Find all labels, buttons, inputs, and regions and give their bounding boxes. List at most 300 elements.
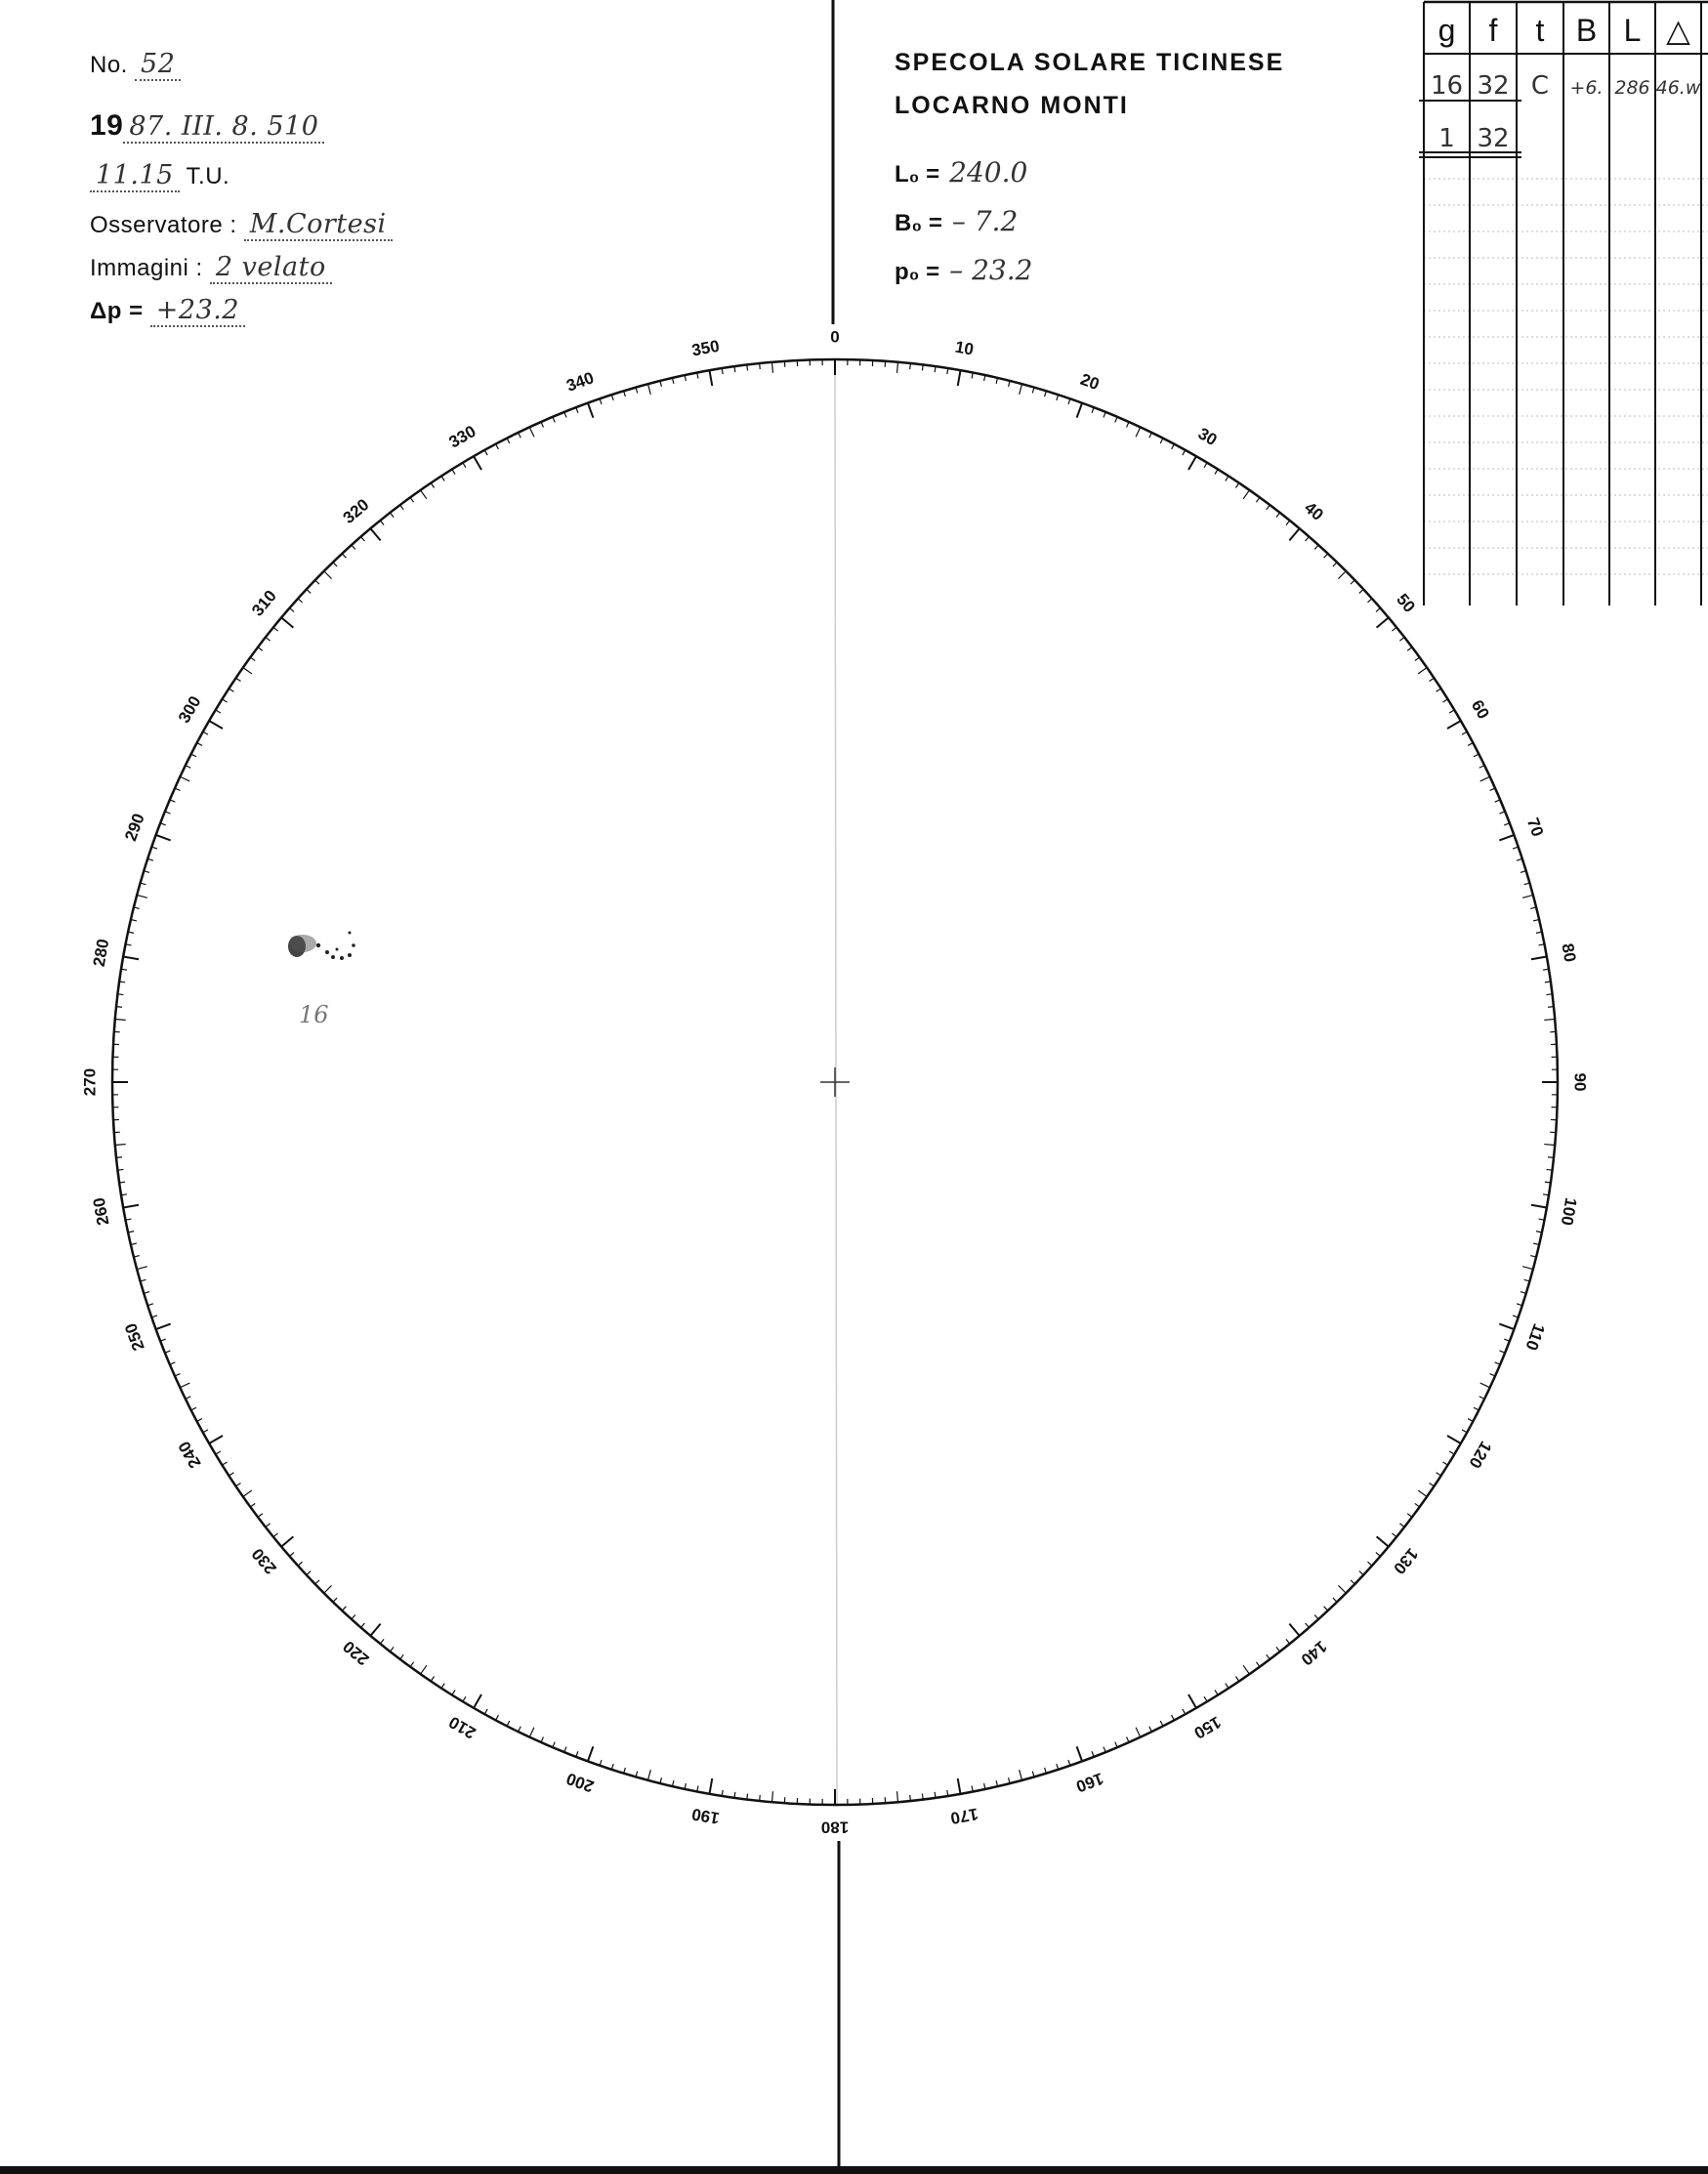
degree-tick [1377,1536,1389,1546]
sunspot-pore [331,955,335,959]
degree-tick [474,1694,481,1708]
degree-tick [1235,1677,1238,1682]
degree-tick [588,1746,593,1761]
degree-tick [1045,1768,1047,1774]
degree-tick [1392,1533,1396,1537]
degree-tick [1468,1419,1473,1422]
degree-tick [1430,678,1435,681]
degree-tick [1430,1483,1435,1485]
degree-tick [1521,1292,1526,1294]
degree-tick [922,1794,923,1800]
degree-label: 220 [339,1637,373,1669]
degree-tick [197,1419,202,1422]
degree-tick [258,648,263,651]
images-label: Immagini : [90,255,203,281]
degree-tick [710,370,713,386]
degree-tick [507,439,510,443]
degree-tick [400,505,404,510]
degree-tick [496,1715,499,1720]
scan-bottom-edge [0,2166,1708,2174]
degree-tick [529,427,534,437]
degree-tick [1324,554,1328,558]
degree-tick [333,1598,337,1602]
degree-tick [421,490,427,499]
degree-tick [266,637,271,641]
degree-tick [1415,657,1420,661]
degree-tick [710,1778,713,1794]
degree-tick [1256,1662,1260,1667]
l0-value: 240.0 [949,156,1028,188]
degree-label: 130 [1390,1544,1422,1578]
degree-tick [118,994,124,995]
degree-tick [229,689,233,691]
degree-tick [1462,732,1467,734]
table-cell: 16 [1430,71,1464,101]
degree-tick [474,456,481,470]
degree-tick [1480,776,1490,781]
table-cell: +6. [1569,77,1604,99]
degree-tick [484,1709,487,1714]
degree-label: 330 [445,421,479,452]
degree-tick [1306,1623,1310,1628]
degree-tick [307,589,311,593]
degree-tick [1399,637,1404,641]
degree-tick [324,1585,332,1593]
degree-tick [243,668,252,674]
degree-tick [1172,444,1175,449]
degree-tick [897,362,898,373]
degree-tick [1136,427,1141,437]
degree-tick [734,366,735,372]
degree-tick [1077,403,1082,418]
degree-label: 320 [339,495,373,527]
degree-tick [380,521,384,525]
degree-tick [1367,599,1371,603]
degree-tick [281,617,293,627]
degree-tick [958,370,961,386]
table-header: △ [1666,13,1690,48]
degree-tick [222,699,227,702]
report-number-value: 52 [135,49,181,81]
time-value: 11.15 [90,160,180,192]
degree-tick [1204,463,1207,468]
degree-tick [186,1397,190,1400]
degree-tick [452,469,455,474]
degree-tick [298,1562,302,1566]
degree-tick [747,1794,748,1800]
degree-tick [507,1721,510,1726]
degree-tick [307,1571,311,1575]
degree-tick [1351,580,1354,584]
degree-tick [1447,721,1461,729]
degree-tick [1499,835,1514,840]
degree-tick [1306,537,1310,542]
degree-tick [118,1169,124,1170]
degree-tick [421,1665,427,1674]
degree-tick [624,391,626,397]
degree-tick [410,1662,414,1667]
degree-tick [203,732,208,734]
table-cell: 286 [1614,77,1650,99]
degree-tick [1276,1647,1280,1651]
degree-tick [1243,1665,1249,1674]
degree-tick [1077,1746,1082,1761]
degree-label: 300 [174,692,205,727]
degree-tick [236,1483,241,1485]
degree-tick [431,483,434,488]
degree-label: 30 [1194,424,1221,450]
degree-label: 170 [948,1804,980,1828]
degree-tick [273,1533,278,1537]
degree-tick [361,1623,365,1628]
degree-tick [1045,391,1047,397]
degree-tick [258,1514,263,1518]
degree-tick [1160,1721,1163,1726]
degree-tick [1474,1407,1479,1410]
degree-tick [1377,617,1389,627]
degree-label: 150 [1190,1712,1225,1743]
degree-tick [431,1677,434,1682]
degree-tick [1415,1503,1420,1507]
observatory-location: LOCARNO MONTI [895,92,1129,119]
degree-tick [1267,505,1271,510]
degree-tick [1215,469,1218,474]
degree-label: 100 [1557,1195,1581,1228]
degree-tick [496,444,499,449]
degree-tick [1474,754,1479,757]
degree-tick [1531,957,1547,960]
degree-tick [1522,1267,1533,1270]
degree-tick [1399,1524,1404,1527]
degree-tick [958,1778,961,1794]
degree-tick [1442,699,1447,702]
degree-tick [747,365,748,371]
sunspot-pore [340,956,344,960]
degree-tick [1267,1654,1271,1659]
degree-tick [1338,1585,1346,1593]
degree-tick [1160,439,1163,443]
b0-value: – 7.2 [951,205,1019,237]
degree-tick [137,1267,147,1270]
degree-tick [1479,766,1484,769]
degree-tick [243,1490,252,1496]
degree-tick [1449,1451,1454,1454]
degree-tick [1226,476,1229,481]
degree-tick [772,362,773,373]
table-header: B [1575,13,1598,48]
degree-label: 270 [80,1067,100,1097]
table-cell: C [1530,71,1550,101]
degree-label: 190 [689,1804,722,1828]
degree-tick [441,476,444,481]
degree-tick [1437,689,1441,691]
delta-p-label: Δp = [90,298,144,324]
degree-tick [144,871,149,873]
degree-tick [897,1791,898,1802]
degree-tick [123,1205,139,1208]
degree-tick [1545,1182,1551,1183]
degree-label: 10 [953,337,976,359]
degree-tick [281,1536,293,1546]
degree-tick [910,1795,911,1801]
degree-tick [935,366,936,372]
sunspot-group [288,932,355,961]
date-value: 87. III. 8. 510 [123,111,324,144]
degree-tick [1407,1514,1412,1518]
degree-label: 40 [1301,498,1327,524]
degree-tick [390,1647,394,1651]
degree-tick [1286,1639,1290,1644]
degree-tick [624,1768,626,1774]
p0-label: p₀ = [895,259,940,285]
degree-tick [1367,1562,1371,1566]
l0-label: L₀ = [895,161,940,188]
degree-tick [1376,1553,1381,1557]
degree-tick [400,1654,404,1659]
delta-p-value: +23.2 [150,295,245,327]
degree-tick [216,710,221,713]
degree-tick [342,1607,346,1610]
degree-tick [1468,743,1473,746]
degree-tick [290,1553,295,1557]
degree-tick [1289,528,1299,540]
degree-label: 250 [121,1320,148,1354]
degree-tick [1437,1473,1441,1476]
degree-tick [452,1690,455,1694]
degree-tick [209,1436,223,1443]
degree-tick [1418,1490,1427,1496]
b0-label: B₀ = [895,210,942,236]
degree-tick [1392,627,1396,631]
degree-tick [410,497,414,502]
degree-tick [1286,521,1290,525]
degree-tick [116,1007,122,1008]
images-value: 2 velato [210,252,332,284]
degree-tick [1333,1598,1337,1602]
degree-tick [361,537,365,542]
degree-tick [250,657,255,661]
degree-tick [1351,1580,1354,1584]
degree-tick [1314,545,1318,549]
degree-label: 120 [1465,1438,1496,1472]
degree-tick [760,1795,761,1801]
degree-tick [191,754,196,757]
degree-tick [1172,1715,1175,1720]
group-table [1419,2,1708,606]
degree-tick [529,1728,534,1737]
degree-tick [1226,1684,1229,1689]
degree-label: 70 [1522,815,1548,840]
degree-tick [290,608,295,612]
degree-tick [390,513,394,518]
degree-tick [352,1614,355,1618]
degree-tick [352,545,355,549]
degree-tick [1183,1709,1186,1714]
sunspot-group-label: 16 [299,1001,329,1028]
degree-tick [1447,1436,1461,1443]
degree-tick [1235,483,1238,488]
degree-tick [229,1473,233,1476]
degree-tick [484,450,487,455]
table-cell: 46.w [1655,77,1701,99]
sunspot-pore [348,953,352,957]
degree-tick [1547,1169,1553,1170]
degree-tick [333,563,337,566]
degree-tick [1256,497,1260,502]
degree-tick [209,721,223,729]
degree-label: 20 [1077,369,1103,395]
degree-tick [115,1145,126,1146]
degree-tick [1149,1727,1152,1732]
degree-tick [1479,1397,1484,1400]
degree-tick [1548,1007,1554,1008]
degree-tick [180,776,189,781]
degree-tick [910,363,911,369]
degree-tick [1183,450,1186,455]
degree-tick [1338,571,1346,579]
degree-tick [1136,1728,1141,1737]
degree-tick [1376,608,1381,612]
sunspot-pore [316,943,320,947]
degree-tick [760,363,761,369]
degree-tick [197,743,202,746]
degree-tick [1548,1157,1554,1158]
degree-label: 240 [174,1438,205,1472]
degree-tick [647,384,650,395]
degree-tick [1531,1205,1547,1208]
sunspot-pore [336,948,339,951]
degree-tick [1462,1430,1467,1433]
degree-tick [1521,871,1526,873]
degree-tick [1149,433,1152,438]
degree-tick [273,627,278,631]
degree-tick [370,528,380,540]
degree-label: 200 [563,1769,597,1796]
degree-label: 310 [248,586,280,620]
degree-tick [1243,490,1249,499]
degree-tick [441,1684,444,1689]
degree-tick [156,835,171,840]
degree-tick [922,365,923,371]
degree-tick [519,1727,521,1732]
degree-tick [1324,1607,1328,1610]
degree-label: 160 [1073,1769,1106,1796]
degree-tick [298,599,302,603]
degree-tick [1407,648,1412,651]
degree-tick [1314,1614,1318,1618]
degree-label: 280 [89,937,113,969]
degree-tick [463,463,466,468]
degree-tick [1359,589,1363,593]
degree-label: 340 [563,368,597,396]
degree-label: 180 [820,1818,850,1837]
time-unit: T.U. [186,163,230,189]
degree-label: 90 [1570,1072,1590,1092]
degree-tick [1499,1324,1514,1329]
degree-tick [370,1624,380,1636]
degree-tick [1544,1020,1555,1021]
degree-tick [1215,1690,1218,1694]
degree-label: 210 [445,1712,479,1743]
degree-tick [1449,710,1454,713]
degree-tick [315,580,319,584]
degree-tick [1359,1571,1363,1575]
sunspot-pore [352,943,355,947]
degree-tick [180,1383,189,1388]
year-prefix: 19 [90,109,124,142]
degree-tick [1276,513,1280,518]
p0-value: – 23.2 [949,254,1033,286]
degree-label: 60 [1467,696,1493,723]
degree-tick [266,1524,271,1527]
degree-tick [203,1430,208,1433]
degree-label: 110 [1521,1320,1549,1354]
degree-tick [1480,1383,1490,1388]
sunspot-pore [325,950,329,954]
degree-tick [156,1324,171,1329]
degree-tick [250,1503,255,1507]
degree-tick [647,1770,650,1780]
degree-tick [123,957,139,960]
degree-tick [186,766,190,769]
report-number-label: No. [90,52,128,78]
degree-tick [1188,456,1196,470]
observer-label: Osservatore : [90,212,237,238]
degree-label: 350 [689,336,722,360]
degree-tick [236,678,241,681]
table-cell: 32 [1477,71,1510,101]
degree-tick [1547,994,1553,995]
degree-tick [1442,1462,1447,1465]
table-cell: 1 [1438,124,1455,153]
table-header: f [1488,13,1498,48]
degree-tick [137,895,147,898]
degree-tick [324,571,332,579]
degree-tick [772,1791,773,1802]
degree-tick [216,1451,221,1454]
degree-tick [734,1792,735,1798]
degree-tick [588,403,593,418]
sunspot-penumbra [289,935,316,952]
degree-tick [315,1580,319,1584]
degree-tick [1333,563,1337,566]
degree-label: 140 [1297,1637,1331,1669]
degree-tick [144,1292,149,1294]
table-header: t [1535,13,1545,48]
sunspot-pore [349,932,352,935]
degree-tick [222,1462,227,1465]
table-header: g [1437,13,1456,48]
degree-label: 260 [89,1195,113,1228]
degree-tick [1522,895,1533,898]
observatory-title: SPECOLA SOLARE TICINESE [895,49,1285,76]
degree-tick [1204,1696,1207,1701]
degree-tick [1020,384,1022,395]
degree-tick [116,1157,122,1158]
degree-label: 50 [1393,590,1419,616]
degree-tick [191,1407,196,1410]
degree-label: 0 [830,327,840,347]
degree-label: 80 [1558,941,1580,964]
degree-tick [1289,1624,1299,1636]
table-cell: 32 [1477,124,1510,153]
degree-tick [380,1639,384,1644]
degree-tick [935,1792,936,1798]
degree-tick [1188,1694,1196,1708]
degree-tick [519,433,521,438]
degree-tick [1544,1145,1555,1146]
observer-value: M.Cortesi [244,209,393,241]
